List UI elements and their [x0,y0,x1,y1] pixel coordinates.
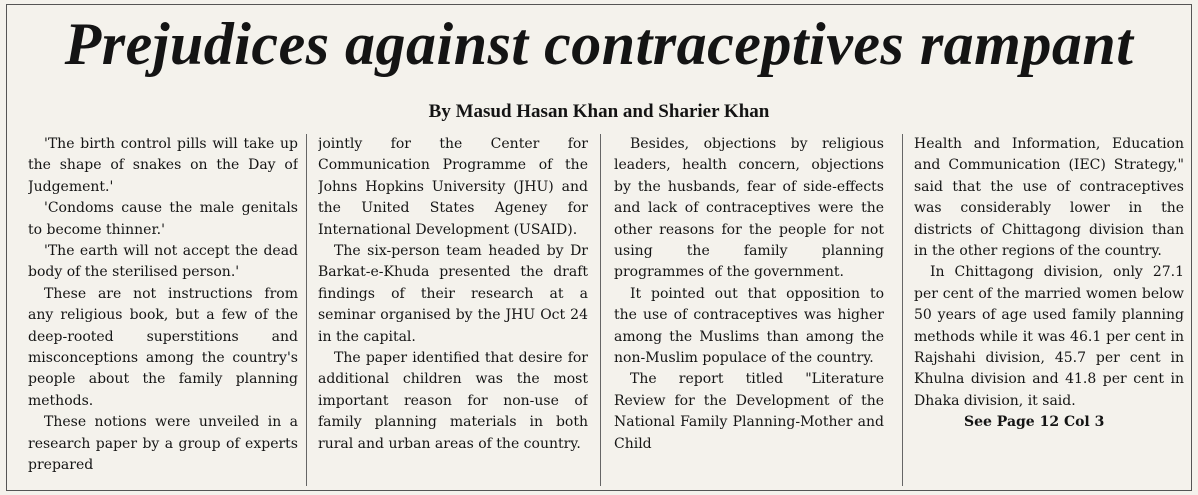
column-rule [902,134,903,486]
article-column-1 [28,134,298,490]
paragraph: It pointed out that opposition to the use of contraceptives was higher among the Muslims than among the non-Muslim populace of the country. [614,285,884,367]
paragraph: 'The birth control pills will take up the shape of snakes on the Day of Judgement.' [28,136,298,195]
paragraph: These are not instructions from any religious book, but a few of the deep-rooted superstitions and misconceptions among the country's people about the family planning methods. [28,285,298,409]
continuation-jump: See Page 12 Col 3 [964,414,1105,431]
byline: By Masud Hasan Khan and Sharier Khan [428,101,770,122]
article-column-2 [318,134,588,490]
paragraph: jointly for the Center for Communication Programme of the Johns Hopkins University (JHU) and the United States Ageney for International Development (USAID). [318,136,588,238]
paragraph: In Chittagong division, only 27.1 per cent of the married women below 50 years of age used family planning methods while it was 46.1 per cent in Rajshahi division, 45.7 per cent in Khulna division and 41.8 per cent in Dhaka division, it said. [914,264,1184,409]
headline: Prejudices against contraceptives rampant [64,11,1134,77]
paragraph: The report titled "Literature Review for the Development of the National Family Planning-Mother and Child [614,371,884,452]
article-column-3 [614,134,884,490]
paragraph: Besides, objections by religious leaders, health concern, objections by the husbands, fear of side-effects and lack of contraceptives were the other reasons for the people for not using the family planning programmes of the government. [614,136,884,281]
paragraph: 'The earth will not accept the dead body of the sterilised person.' [28,243,298,281]
paragraph: 'Condoms cause the male genitals to become thinner.' [28,200,298,238]
paragraph: The paper identified that desire for additional children was the most important reason for non-use of family planning materials in both rural and urban areas of the country. [318,350,588,452]
article-column-4 [914,134,1184,490]
paragraph: These notions were unveiled in a research paper by a group of experts prepared [28,414,298,474]
column-rule [306,134,307,486]
paragraph: The six-person team headed by Dr Barkat-e-Khuda presented the draft findings of their research at a seminar organised by the JHU Oct 24 in the capital. [318,243,588,345]
paragraph: Health and Information, Education and Communication (IEC) Strategy," said that the use of contraceptives was considerably lower in the districts of Chittagong division than in the other regions of the country. [914,136,1184,260]
column-rule [600,134,601,486]
